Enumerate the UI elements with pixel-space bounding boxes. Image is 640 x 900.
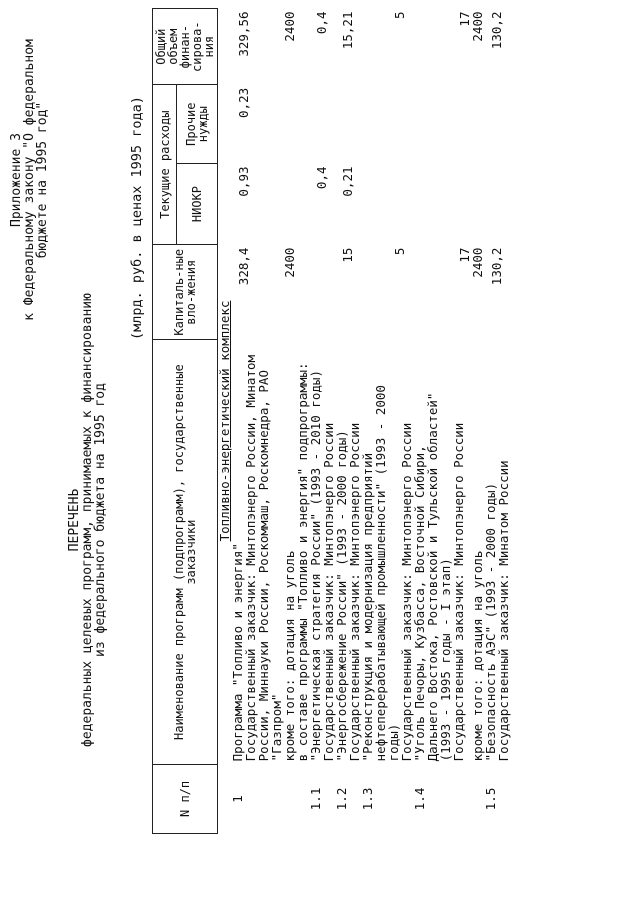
appendix-line: бюджете на 1995 год" xyxy=(35,101,50,259)
row-niokr xyxy=(283,164,296,245)
header-num: N п/п xyxy=(153,764,218,833)
row-num: 1.3 xyxy=(360,787,375,811)
row-capital: 130,2 xyxy=(489,247,504,286)
table-row xyxy=(309,9,335,834)
row-line: кроме того: дотация на уголь xyxy=(470,550,485,762)
row-other xyxy=(335,85,361,164)
row-num: 1.4 xyxy=(412,787,427,811)
table-row xyxy=(335,9,361,834)
row-niokr xyxy=(471,164,484,245)
row-niokr: 0,93 xyxy=(236,166,251,197)
table-row xyxy=(484,9,510,834)
row-num: 1.1 xyxy=(308,787,323,811)
row-name xyxy=(413,340,471,764)
row-total: 15,21 xyxy=(340,11,355,50)
row-other xyxy=(484,85,510,164)
header-niokr: НИОКР xyxy=(177,164,218,245)
row-capital: 328,4 xyxy=(236,247,251,286)
row-niokr: 0,4 xyxy=(314,166,329,190)
row-num xyxy=(283,764,296,833)
row-capital xyxy=(309,245,335,340)
row-line: кроме того: дотация на уголь xyxy=(282,550,297,762)
row-line: России, Миннауки России, Роскоммаш, Роскомнедра, РАО xyxy=(256,370,271,762)
row-line: Государственный заказчик: Минатом России xyxy=(496,460,511,762)
title-line: ПЕРЕЧЕНЬ xyxy=(67,488,82,552)
header-capital: Капиталь-ные вло-жения xyxy=(153,245,218,340)
row-line: Государственный заказчик: Минтопэнерго России xyxy=(347,422,362,762)
row-line: Государственный заказчик: Минтопэнерго России xyxy=(321,422,336,762)
row-line: Дальнего Востока, Ростовской и Тульской областей" xyxy=(425,392,440,762)
row-line: Государственный заказчик: Минтопэнерго России xyxy=(451,422,466,762)
header-other: Прочие нужды xyxy=(177,85,218,164)
row-name xyxy=(335,340,361,764)
row-line: "Безопасность АЭС" (1993 - 2000 годы) xyxy=(483,482,498,762)
row-total: 0,4 xyxy=(314,11,329,35)
row-other xyxy=(413,85,471,164)
row-line: (1993 - 1995 годы - I этап) xyxy=(438,558,453,762)
header-total: Общий объем финан-сирова-ния xyxy=(153,9,218,85)
row-name xyxy=(484,340,510,764)
document-title xyxy=(68,200,107,840)
row-line: "Уголь Печоры, Кузбасса, Восточной Сибири, xyxy=(412,445,427,762)
row-total: 2400 xyxy=(470,11,485,42)
row-other xyxy=(471,85,484,164)
row-capital: 2400 xyxy=(282,247,297,278)
row-name xyxy=(309,340,335,764)
row-total: 130,2 xyxy=(489,11,504,50)
row-capital: 15 xyxy=(340,247,355,263)
row-line: "Энергосбережение России" (1993 - 2000 годы) xyxy=(334,430,349,762)
row-niokr: 0,21 xyxy=(340,166,355,197)
row-line: "Реконструкция и модернизация предприятий xyxy=(360,452,375,762)
row-other: 0,23 xyxy=(236,87,251,118)
appendix-line: Приложение 3 xyxy=(9,133,24,227)
row-name xyxy=(361,340,413,764)
row-other xyxy=(296,85,309,164)
row-other xyxy=(361,85,413,164)
row-line: Государственный заказчик: Минтопэнерго России xyxy=(399,422,414,762)
row-line: Программа "Топливо и энергия" xyxy=(230,543,245,762)
row-name xyxy=(231,340,283,764)
row-line: "Газпром" xyxy=(269,693,284,762)
row-total: 2400 xyxy=(282,11,297,42)
table-row xyxy=(231,9,283,834)
row-num: 1.5 xyxy=(483,787,498,811)
appendix-line: к Федеральному закону "О федеральном xyxy=(22,39,37,321)
row-total: 5 xyxy=(392,11,407,20)
row-niokr xyxy=(413,164,471,245)
table-row xyxy=(413,9,471,834)
row-niokr xyxy=(484,164,510,245)
row-line: в составе программы "Топливо и энергия" подпрограммы: xyxy=(295,362,310,762)
row-niokr xyxy=(296,164,309,245)
row-total: 17 xyxy=(457,11,472,27)
row-capital xyxy=(296,245,309,340)
header-name: Наименование программ (подпрограмм), государственные заказчики xyxy=(153,340,218,764)
row-other xyxy=(309,85,335,164)
row-other xyxy=(283,85,296,164)
row-capital: 5 xyxy=(392,247,407,256)
row-niokr xyxy=(361,164,413,245)
row-capital: 2400 xyxy=(470,247,485,278)
row-total xyxy=(296,9,309,85)
units-note: (млрд. руб. в ценах 1995 года) xyxy=(129,96,145,340)
section-title: Топливно-энергетический комплекс xyxy=(217,300,232,542)
table-row xyxy=(361,9,413,834)
header-current: Текущие расходы xyxy=(153,85,177,245)
title-line: федеральных целевых программ, принимаемых к финансированию xyxy=(80,293,95,747)
row-line: "Энергетическая стратегия России" (1993 - 2010 годы) xyxy=(308,370,323,762)
programs-table xyxy=(152,8,510,834)
appendix-note xyxy=(10,20,49,340)
title-line: из федерального бюджета на 1995 год xyxy=(93,383,108,657)
row-total: 329,56 xyxy=(236,11,251,57)
row-line: нефтеперерабатывающей промышленности" (1993 - 2000 годы) xyxy=(373,385,401,762)
row-line: Государственный заказчик: Минтопэнерго России, Минатом xyxy=(243,354,258,762)
row-num: 1 xyxy=(230,795,245,803)
row-capital: 17 xyxy=(457,247,472,263)
row-num: 1.2 xyxy=(334,787,349,811)
